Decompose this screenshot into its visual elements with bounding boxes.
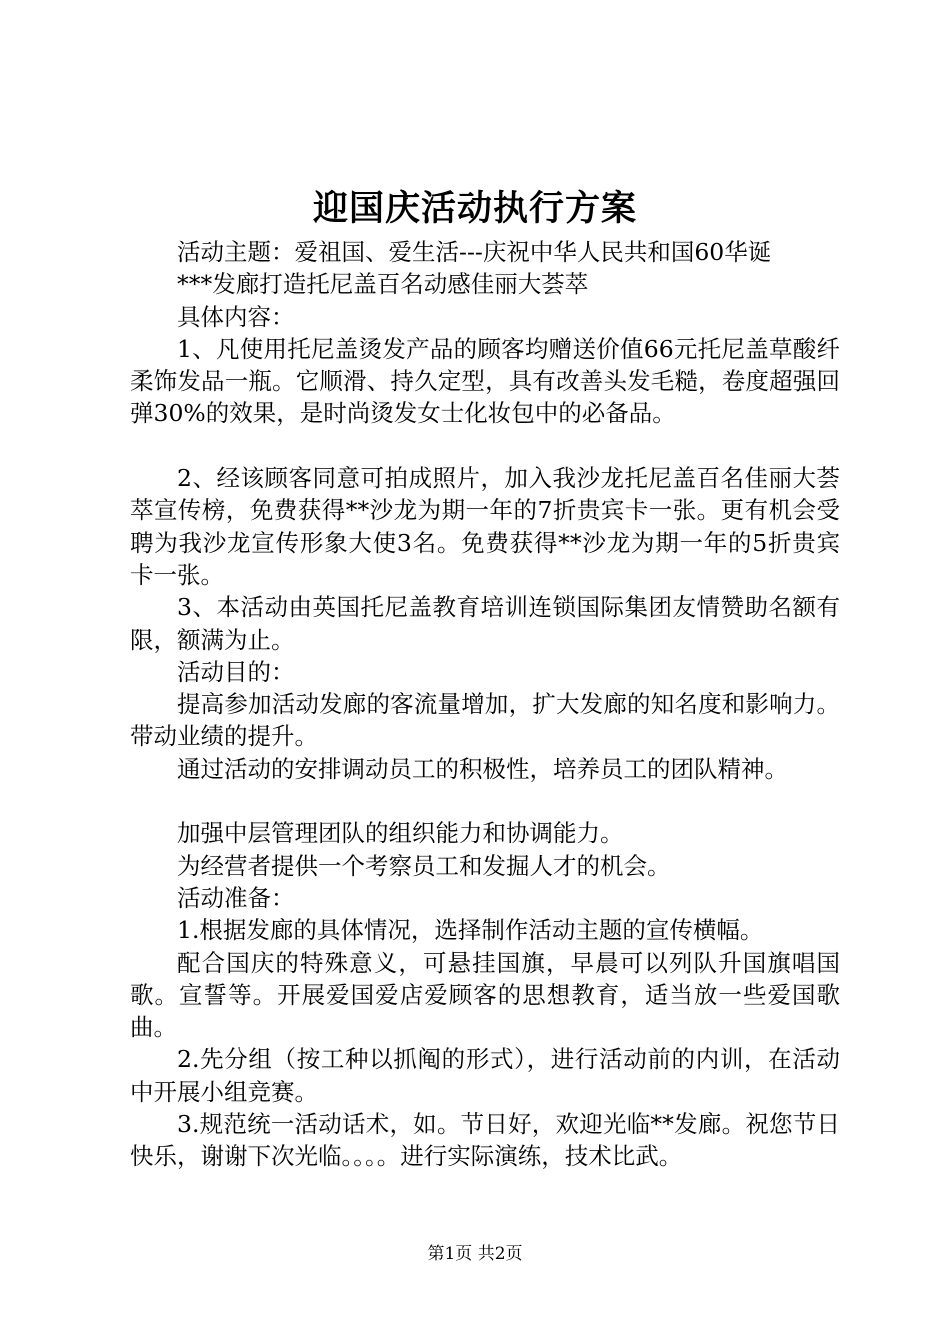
paragraph-purpose-1: 提高参加活动发廊的客流量增加，扩大发廊的知名度和影响力。带动业绩的提升。 (130, 690, 840, 751)
heading-purpose: 活动目的： (177, 657, 295, 686)
paragraph-item-3: 3、本活动由英国托尼盖教育培训连锁国际集团友情赞助名额有限，额满为止。 (130, 593, 840, 654)
paragraph-slogan: ***发廊打造托尼盖百名动感佳丽大荟萃 (177, 270, 589, 299)
paragraph-purpose-3: 加强中层管理团队的组织能力和协调能力。 (177, 819, 624, 848)
document-body (130, 236, 840, 1173)
paragraph-prep-1: 1.根据发廊的具体情况，选择制作活动主题的宣传横幅。 (177, 916, 764, 945)
heading-preparation: 活动准备： (177, 883, 295, 912)
paragraph-purpose-2: 通过活动的安排调动员工的积极性，培养员工的团队精神。 (177, 754, 788, 783)
paragraph-prep-1b: 配合国庆的特殊意义，可悬挂国旗，早晨可以列队升国旗唱国歌。宣誓等。开展爱国爱店爱顾客的思想教育，适当放一些爱国歌曲。 (130, 948, 840, 1042)
paragraph-item-2: 2、经该顾客同意可拍成照片，加入我沙龙托尼盖百名佳丽大荟萃宣传榜，免费获得**沙龙为期一年的7折贵宾卡一张。更有机会受聘为我沙龙宣传形象大使3名。免费获得**沙龙为期一年的5折贵宾卡一张。 (130, 464, 840, 589)
paragraph-prep-2: 2.先分组（按工种以抓阄的形式），进行活动前的内训，在活动中开展小组竞赛。 (130, 1045, 840, 1106)
document-title: 迎国庆活动执行方案 (312, 188, 637, 229)
paragraph-prep-3: 3.规范统一活动话术，如。节日好，欢迎光临**发廊。祝您节日快乐，谢谢下次光临。。。。进行实际演练，技术比武。 (130, 1110, 840, 1171)
paragraph-item-1: 1、凡使用托尼盖烫发产品的顾客均赠送价值66元托尼盖草酸纤柔饰发品一瓶。它顺滑、持久定型，具有改善头发毛糙，卷度超强回弹30%的效果，是时尚烫发女士化妆包中的必备品。 (130, 334, 840, 428)
heading-content: 具体内容： (177, 302, 295, 331)
page-footer: 第1页 共2页 (427, 1244, 523, 1264)
paragraph-theme: 活动主题：爱祖国、爱生活---庆祝中华人民共和国60华诞 (177, 238, 772, 266)
paragraph-purpose-4: 为经营者提供一个考察员工和发掘人才的机会。 (177, 851, 671, 880)
